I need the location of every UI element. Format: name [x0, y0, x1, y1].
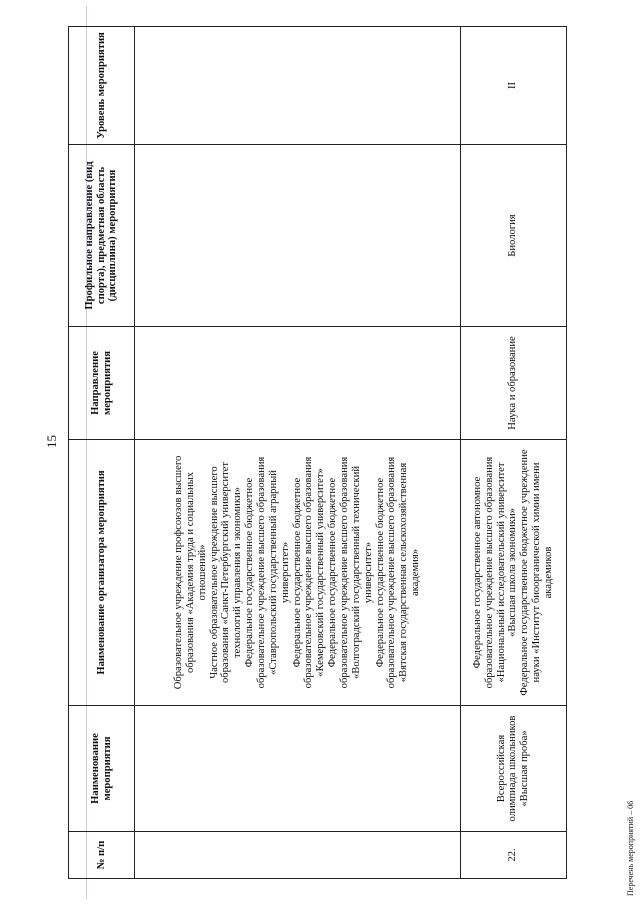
- table-row-continued: [135, 27, 461, 879]
- cell-level: II: [460, 27, 566, 145]
- cell-event-name: [135, 706, 461, 832]
- events-table: [68, 26, 567, 879]
- cell-direction: [135, 327, 461, 440]
- cell-direction: Наука и образование: [460, 327, 566, 440]
- cell-level: [135, 27, 461, 145]
- organizer-item: Федеральное государственное бюджетное учреждение науки «Институт биоорганической химии имени академиков: [519, 449, 555, 696]
- header-profile: Профильное направление (вид спорта), предметная область (дисциплина) мероприятия: [69, 145, 135, 327]
- cell-organizers: [460, 440, 566, 706]
- organizer-item: Федеральное государственное бюджетное образовательное учреждение высшего образования «Кемеровский государственный университет»: [291, 456, 327, 689]
- cell-number: [135, 832, 461, 879]
- organizer-item: Федеральное государственное бюджетное образовательное учреждение высшего образования «Вятская государственная сельскохозяйственная академия»: [374, 456, 422, 689]
- organizer-item: Частное образовательное учреждение высшего образования «Санкт-Петербургский университет технологий управления и экономики»: [208, 461, 244, 684]
- footer-text: Перечень мероприятий – 06: [626, 800, 635, 896]
- header-organizer: Наименование организатора мероприятия: [69, 440, 135, 706]
- organizer-item: Образовательное учреждение профсоюзов высшего образования «Академия труда и социальных отношений»: [172, 455, 208, 690]
- cell-profile: Биология: [460, 145, 566, 327]
- header-level: Уровень мероприятия: [69, 27, 135, 145]
- events-table-rotated: [68, 27, 567, 879]
- organizer-item: Федеральное государственное бюджетное образовательное учреждение высшего образования «Ставропольский государственный аграрный университет»: [244, 456, 291, 689]
- table-row-22: [460, 27, 566, 879]
- organizer-item: Федеральное государственное автономное образовательное учреждение высшего образования «Национальный исследовательский университет «Высшая школа экономики»: [471, 456, 519, 689]
- cell-profile: [135, 145, 461, 327]
- header-event-name: Наименование мероприятия: [69, 706, 135, 832]
- cell-event-name: Всероссийская олимпиада школьников «Высшая проба»: [460, 706, 566, 832]
- header-direction: Направление мероприятия: [69, 327, 135, 440]
- header-number: № п/п: [69, 832, 135, 879]
- organizer-item: Федеральное государственное бюджетное образовательное учреждение высшего образования «Волгоградский государственный технический университет»: [327, 456, 374, 689]
- cell-number: 22.: [460, 832, 566, 879]
- table-header-row: [69, 27, 135, 879]
- page-number: 15: [44, 435, 59, 448]
- cell-organizers: [135, 440, 461, 706]
